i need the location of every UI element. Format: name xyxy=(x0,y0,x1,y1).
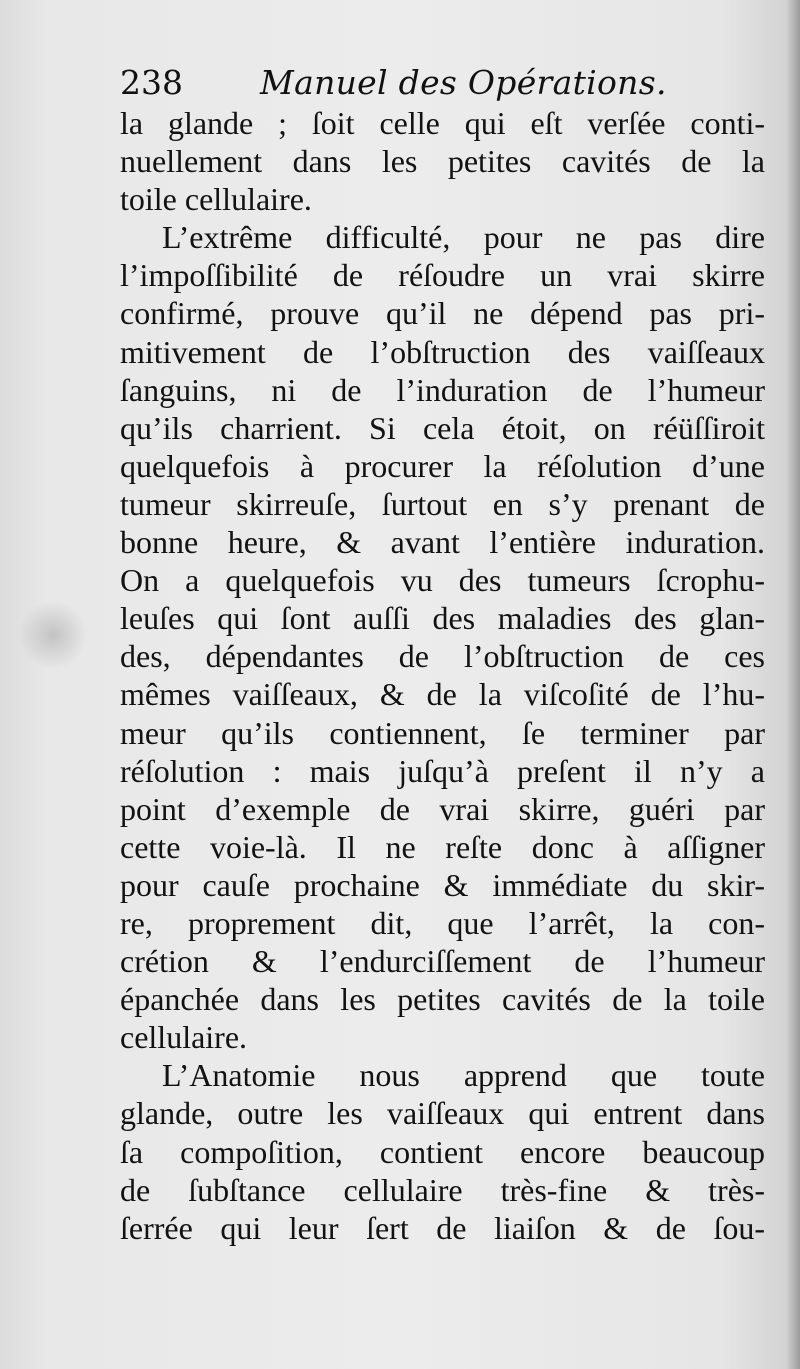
text-line: tumeur skirreuſe, ſurtout en s’y prenant de xyxy=(120,485,765,522)
text-line: la glande ; ſoit celle qui eſt verſée conti- xyxy=(120,105,765,141)
text-line: cette voie-là. Il ne reſte donc à aſſigner xyxy=(120,828,765,865)
text-line: l’impoſſibilité de réſoudre un vrai skirre xyxy=(120,257,765,294)
text-line: réſolution : mais juſqu’à preſent il n’y a xyxy=(120,752,765,789)
text-line: point d’exemple de vrai skirre, guéri par xyxy=(120,790,765,827)
text-line: de ſubſtance cellulaire très-fine & très- xyxy=(120,1171,765,1208)
text-line: toile cellulaire. xyxy=(120,181,312,218)
text-line: confirmé, prouve qu’il ne dépend pas pri- xyxy=(120,295,765,332)
text-line: épanchée dans les petites cavités de la toile xyxy=(120,981,765,1018)
text-line: L’extrême difficulté, pour ne pas dire xyxy=(162,219,765,256)
text-line: ſerrée qui leur ſert de liaiſon & de ſou- xyxy=(120,1209,765,1246)
gutter-shadow xyxy=(786,0,800,1369)
running-head xyxy=(120,58,760,108)
text-line: crétion & l’endurciſſement de l’humeur xyxy=(120,943,765,980)
text-line: re, proprement dit, que l’arrêt, la con- xyxy=(120,904,765,941)
text-line: mêmes vaiſſeaux, & de la viſcoſité de l’hu- xyxy=(120,676,765,713)
text-line: ſanguins, ni de l’induration de l’humeur xyxy=(120,371,765,408)
text-line: qu’ils charrient. Si cela étoit, on réüſſiroit xyxy=(120,409,765,446)
text-line: pour cauſe prochaine & immédiate du skir- xyxy=(120,866,765,903)
page-number: 238 xyxy=(120,63,183,102)
text-line: meur qu’ils contiennent, ſe terminer par xyxy=(120,714,765,751)
text-line: bonne heure, & avant l’entière induration. xyxy=(120,524,765,561)
text-line: mitivement de l’obſtruction des vaiſſeaux xyxy=(120,333,765,370)
text-line: leuſes qui ſont auſſi des maladies des glan- xyxy=(120,600,765,637)
text-line: cellulaire. xyxy=(120,1019,248,1056)
text-line: des, dépendantes de l’obſtruction de ces xyxy=(120,638,765,675)
text-line: L’Anatomie nous apprend que toute xyxy=(162,1057,765,1094)
text-line: quelquefois à procurer la réſolution d’une xyxy=(120,447,765,484)
running-title: Manuel des Opérations. xyxy=(260,63,667,102)
text-line: nuellement dans les petites cavités de la xyxy=(120,143,765,180)
text-line: glande, outre les vaiſſeaux qui entrent dans xyxy=(120,1095,765,1132)
paper-stain xyxy=(18,600,88,670)
text-line: ſa compoſition, contient encore beaucoup xyxy=(120,1133,765,1170)
text-line: On a quelquefois vu des tumeurs ſcrophu- xyxy=(120,562,765,599)
body-text xyxy=(120,104,765,1247)
